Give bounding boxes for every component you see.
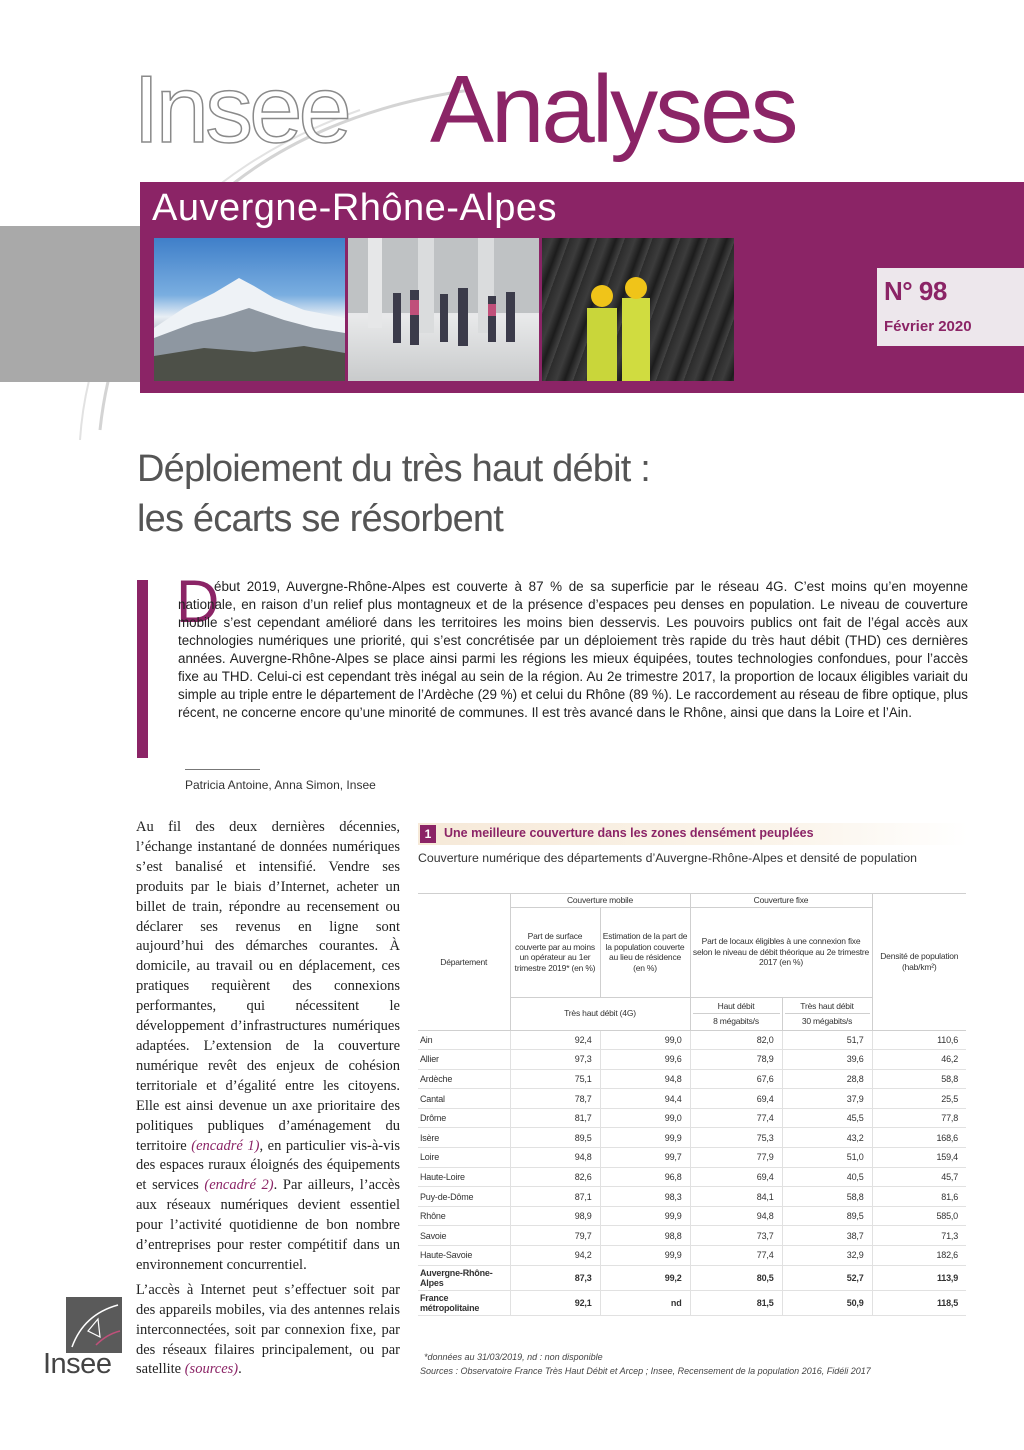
- table-cell-departement: Drôme: [418, 1108, 510, 1128]
- table-cell-value: 77,4: [690, 1246, 782, 1266]
- table-cell-value: 40,5: [782, 1167, 872, 1187]
- brand-analyses: Analyses: [430, 56, 796, 163]
- table-cell-departement: Ain: [418, 1030, 510, 1050]
- table-row: [418, 1050, 966, 1070]
- table-cell-value: 92,4: [510, 1030, 600, 1050]
- students-photo: [348, 238, 539, 381]
- table-cell-value: 94,4: [600, 1089, 690, 1109]
- table-row: [418, 1167, 966, 1187]
- region-name: Auvergne-Rhône-Alpes: [152, 187, 558, 229]
- table-row: [418, 1187, 966, 1207]
- col-header-mobile: Couverture mobile: [510, 894, 690, 908]
- table-cell-value: 113,9: [872, 1265, 966, 1290]
- issue-date: Février 2020: [884, 318, 972, 335]
- table-cell-value: 89,5: [510, 1128, 600, 1148]
- table-cell-value: 45,7: [872, 1167, 966, 1187]
- body-text: , en particulier vis-à-vis des espaces ruraux éloignés des équipements et services: [136, 1137, 401, 1194]
- link-encadre-1[interactable]: (encadré 1): [191, 1137, 260, 1154]
- haut-debit-rate: 8 mégabits/s: [713, 1016, 759, 1026]
- body-text: .: [238, 1361, 242, 1378]
- body-text: . Par ailleurs, l’accès aux réseaux numériques devient essentiel pour l’activité quotidienne de bon nombre d’entreprises pour rester compétitif dans un environnement concurrentiel.: [136, 1177, 400, 1273]
- figure-note: *données au 31/03/2019, nd : non disponible: [424, 1352, 603, 1362]
- table-cell-value: 39,6: [782, 1050, 872, 1070]
- body-paragraph-2: [136, 1281, 400, 1381]
- table-cell-value: 77,9: [690, 1148, 782, 1168]
- table-cell-departement: Haute-Loire: [418, 1167, 510, 1187]
- table-cell-value: 84,1: [690, 1187, 782, 1207]
- table-cell-value: 75,3: [690, 1128, 782, 1148]
- figure-title: Une meilleure couverture dans les zones densément peuplées: [444, 826, 814, 840]
- table-cell-departement: Loire: [418, 1148, 510, 1168]
- title-line-2: les écarts se résorbent: [137, 498, 503, 540]
- col-header-fixe: Couverture fixe: [690, 894, 872, 908]
- table-cell-departement: Ardèche: [418, 1069, 510, 1089]
- table-cell-value: 94,8: [600, 1069, 690, 1089]
- table-cell-departement: Rhône: [418, 1206, 510, 1226]
- table-cell-departement: Haute-Savoie: [418, 1246, 510, 1266]
- table-row: [418, 1128, 966, 1148]
- table-cell-value: 585,0: [872, 1206, 966, 1226]
- body-paragraph-1: [136, 818, 400, 1276]
- table-cell-value: 78,9: [690, 1050, 782, 1070]
- table-cell-value: 87,1: [510, 1187, 600, 1207]
- table-cell-departement: Cantal: [418, 1089, 510, 1109]
- table-total-row: [418, 1290, 966, 1315]
- lead-paragraph: ébut 2019, Auvergne-Rhône-Alpes est couverte à 87 % de sa superficie par le réseau 4G. C’est moins qu’en moyenne nationale, en raison d’un relief plus montagneux et de la présence d’espaces peu denses en population. Le niveau de couverture mobile s’est cependant amélioré dans les territoires les moins bien desservis. Les pouvoirs publics ont fait de l’égal accès aux technologies numériques une priorité, qui s’est concrétisée par un déploiement très rapide du très haut débit (THD) ces dernières années. Auvergne-Rhône-Alpes se place ainsi parmi les régions les mieux équipées, toutes technologies confondues, pour l’accès fixe au THD. Celui-ci est cependant très inégal au sein de la région. Au 2e trimestre 2017, la proportion de locaux éligibles variait du simple au triple entre le département de l’Ardèche (29 %) et celui du Rhône (89 %). Le raccordement au réseau de fibre optique, plus récent, ne concerne encore qu’une minorité de communes. Il est très avancé dans le Rhône, ainsi que dans la Loire et l’Ain.: [178, 579, 968, 720]
- col-header-densite: Densité de population (hab/km²): [872, 894, 966, 1031]
- table-cell-departement: Savoie: [418, 1226, 510, 1246]
- table-cell-value: 82,0: [690, 1030, 782, 1050]
- table-cell-value: 28,8: [782, 1069, 872, 1089]
- table-cell-value: 81,6: [872, 1187, 966, 1207]
- col-header-surface: Part de surface couverte par au moins un opérateur au 1er trimestre 2019* (en %): [510, 907, 600, 997]
- body-column: [136, 818, 400, 1385]
- table-row: [418, 1030, 966, 1050]
- table-cell-value: 99,9: [600, 1206, 690, 1226]
- table-cell-value: 32,9: [782, 1246, 872, 1266]
- table-cell-value: 25,5: [872, 1089, 966, 1109]
- table-cell-value: 67,6: [690, 1069, 782, 1089]
- col-header-locaux: Part de locaux éligibles à une connexion fixe selon le niveau de débit théorique au 2e trimestre 2017 (en %): [690, 907, 872, 997]
- mountain-photo: [154, 238, 345, 381]
- table-cell-value: 45,5: [782, 1108, 872, 1128]
- table-cell-value: 99,0: [600, 1030, 690, 1050]
- table-cell-value: 46,2: [872, 1050, 966, 1070]
- figure-subtitle: Couverture numérique des départements d’Auvergne-Rhône-Alpes et densité de population: [418, 851, 918, 865]
- table-cell-value: 87,3: [510, 1265, 600, 1290]
- table-cell-value: 99,6: [600, 1050, 690, 1070]
- body-text: Au fil des deux dernières décennies, l’échange instantané de données numériques s’est banalisé et intensifié. Vendre ses produits par le biais d’Internet, acheter un billet de train, répondre au recensement ou déclarer ses revenus en ligne sont aujourd’hui des démarches courantes. À domicile, au travail ou en déplacement, ces pratiques requièrent des connexions performantes, qui nécessitent le développement d’infrastructures numériques adaptées. L’extension de la couverture numérique revêt des enjeux de cohésion territoriale et d’égalité entre les citoyens. Elle est ainsi devenue un axe prioritaire des politiques publiques d’aménagement du territoire: [136, 819, 400, 1154]
- table-row: [418, 1148, 966, 1168]
- table-cell-value: 110,6: [872, 1030, 966, 1050]
- table-cell-value: 168,6: [872, 1128, 966, 1148]
- table-body: [418, 1030, 966, 1315]
- table-cell-value: 51,0: [782, 1148, 872, 1168]
- table-cell-value: 75,1: [510, 1069, 600, 1089]
- table-cell-value: 94,8: [690, 1206, 782, 1226]
- table-cell-value: 99,9: [600, 1128, 690, 1148]
- table-cell-departement: Auvergne-Rhône-Alpes: [418, 1265, 510, 1290]
- insee-logo-icon: [66, 1297, 122, 1353]
- table-cell-value: 89,5: [782, 1206, 872, 1226]
- body-text: L’accès à Internet peut s’effectuer soit par des appareils mobiles, via des antennes relais interconnectées, soit par connexion fixe, par des réseaux filaires principalement, ou par satellite: [136, 1281, 400, 1378]
- link-sources[interactable]: (sources): [184, 1361, 239, 1378]
- coverage-table: [418, 893, 966, 1316]
- lead-dropcap: D: [176, 568, 220, 635]
- table-cell-value: 98,9: [510, 1206, 600, 1226]
- table-cell-value: nd: [600, 1290, 690, 1315]
- table-cell-value: 92,1: [510, 1290, 600, 1315]
- table-cell-value: 98,8: [600, 1226, 690, 1246]
- table-cell-departement: Isère: [418, 1128, 510, 1148]
- haut-debit-label: Haut débit: [693, 999, 780, 1015]
- col-header-population: Estimation de la part de la population couverte au lieu de résidence (en %): [600, 907, 690, 997]
- table-cell-value: 159,4: [872, 1148, 966, 1168]
- col-header-thd4g: Très haut débit (4G): [510, 997, 690, 1030]
- table-cell-value: 78,7: [510, 1089, 600, 1109]
- table-row: [418, 1246, 966, 1266]
- col-header-tres-haut-debit: [782, 997, 872, 1030]
- title-line-1: Déploiement du très haut débit :: [137, 448, 651, 490]
- table-cell-value: 58,8: [782, 1187, 872, 1207]
- table-cell-departement: Allier: [418, 1050, 510, 1070]
- link-encadre-2[interactable]: (encadré 2): [204, 1177, 274, 1194]
- tyre-workers-photo: [542, 238, 734, 381]
- table-cell-value: 99,2: [600, 1265, 690, 1290]
- table-cell-value: 97,3: [510, 1050, 600, 1070]
- table-cell-value: 94,2: [510, 1246, 600, 1266]
- figure-sources: Sources : Observatoire France Très Haut Débit et Arcep ; Insee, Recensement de la population 2016, Fidéli 2017: [420, 1366, 871, 1376]
- tres-haut-debit-label: Très haut débit: [785, 999, 870, 1015]
- table-cell-value: 82,6: [510, 1167, 600, 1187]
- table-cell-value: 182,6: [872, 1246, 966, 1266]
- table-cell-value: 69,4: [690, 1089, 782, 1109]
- table-cell-value: 99,9: [600, 1246, 690, 1266]
- table-row: [418, 1206, 966, 1226]
- table-cell-value: 99,0: [600, 1108, 690, 1128]
- table-cell-value: 69,4: [690, 1167, 782, 1187]
- table-cell-value: 99,7: [600, 1148, 690, 1168]
- page-title: [137, 444, 937, 544]
- table-cell-departement: Puy-de-Dôme: [418, 1187, 510, 1207]
- table-cell-value: 38,7: [782, 1226, 872, 1246]
- table-cell-value: 98,3: [600, 1187, 690, 1207]
- table-cell-value: 37,9: [782, 1089, 872, 1109]
- table-cell-value: 81,7: [510, 1108, 600, 1128]
- table-cell-value: 77,8: [872, 1108, 966, 1128]
- table-cell-value: 79,7: [510, 1226, 600, 1246]
- col-header-haut-debit: [690, 997, 782, 1030]
- col-header-departement: Département: [418, 894, 510, 1031]
- table-cell-value: 73,7: [690, 1226, 782, 1246]
- table-cell-value: 71,3: [872, 1226, 966, 1246]
- table-row: [418, 1069, 966, 1089]
- table-row: [418, 1089, 966, 1109]
- figure-number: 1: [420, 825, 436, 843]
- table-cell-value: 118,5: [872, 1290, 966, 1315]
- table-cell-value: 43,2: [782, 1128, 872, 1148]
- authors-rule: [185, 769, 260, 770]
- table-total-row: [418, 1265, 966, 1290]
- authors: Patricia Antoine, Anna Simon, Insee: [185, 778, 376, 792]
- table-cell-value: 96,8: [600, 1167, 690, 1187]
- table-cell-value: 52,7: [782, 1265, 872, 1290]
- table-cell-value: 94,8: [510, 1148, 600, 1168]
- table-row: [418, 1226, 966, 1246]
- insee-logo-text: Insee: [43, 1348, 112, 1380]
- table-cell-value: 58,8: [872, 1069, 966, 1089]
- tres-haut-debit-rate: 30 mégabits/s: [801, 1016, 853, 1026]
- table-cell-value: 80,5: [690, 1265, 782, 1290]
- table-cell-value: 81,5: [690, 1290, 782, 1315]
- table-row: [418, 1108, 966, 1128]
- brand-insee: Insee: [133, 56, 348, 163]
- issue-number: N° 98: [884, 276, 947, 306]
- table-cell-value: 51,7: [782, 1030, 872, 1050]
- table-cell-value: 77,4: [690, 1108, 782, 1128]
- table-cell-departement: France métropolitaine: [418, 1290, 510, 1315]
- lead-accent-bar: [137, 580, 148, 758]
- table-cell-value: 50,9: [782, 1290, 872, 1315]
